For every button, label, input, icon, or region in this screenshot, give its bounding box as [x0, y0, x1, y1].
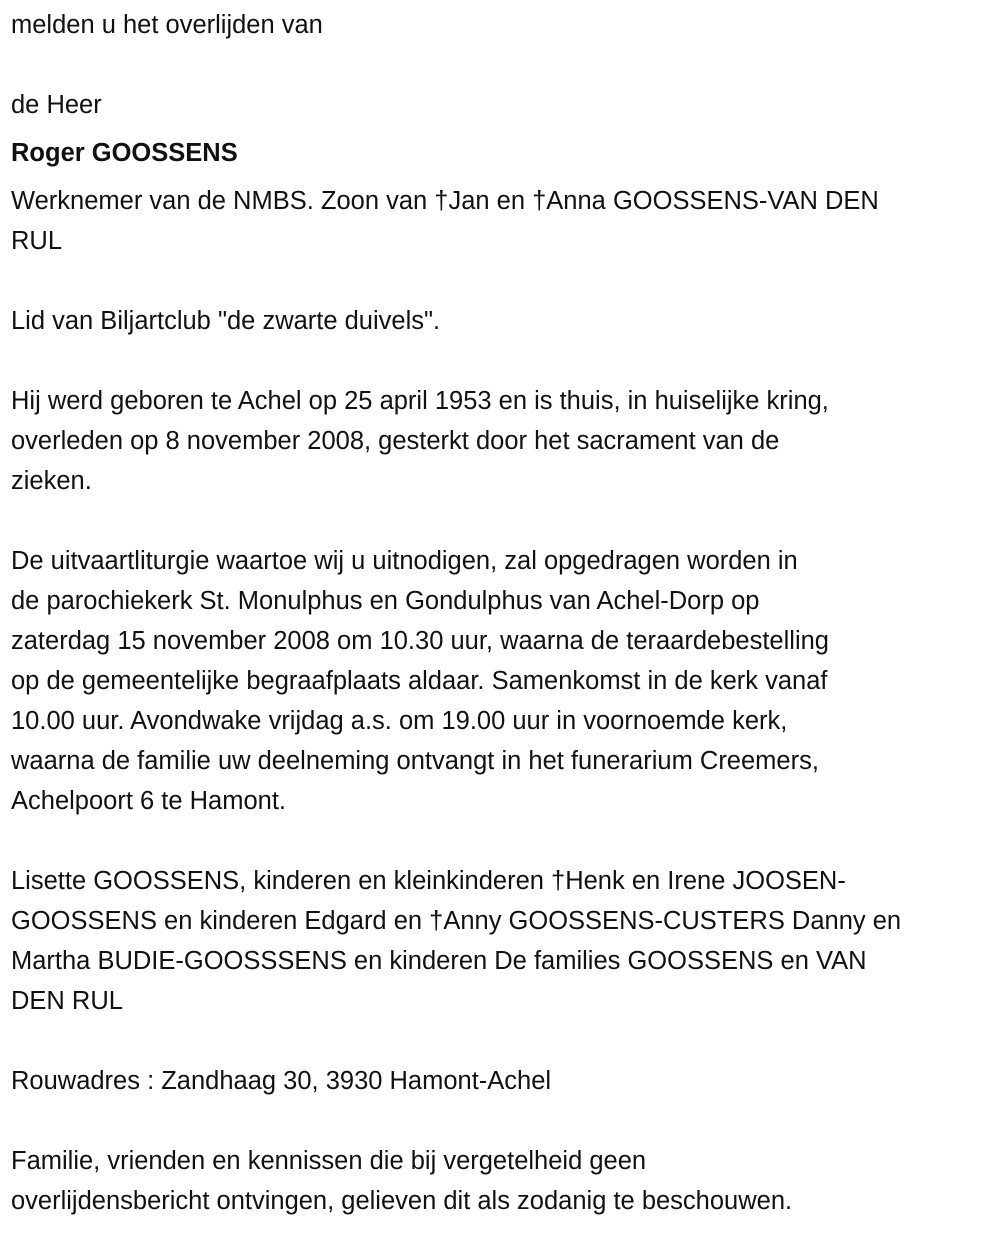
- paragraph-line: Martha BUDIE-GOOSSSENS en kinderen De families GOOSSENS en VAN: [11, 947, 867, 975]
- spacer: [11, 45, 901, 85]
- paragraph-line: Hij werd geboren te Achel op 25 april 1953 en is thuis, in huiselijke kring,: [11, 387, 829, 415]
- paragraph-line: GOOSSENS en kinderen Edgard en †Anny GOOSSENS-CUSTERS Danny en: [11, 907, 902, 935]
- paragraph-line: De uitvaartliturgie waartoe wij u uitnodigen, zal opgedragen worden in: [11, 547, 798, 575]
- paragraph: [11, 1141, 901, 1221]
- paragraph: [11, 541, 901, 821]
- spacer: [11, 341, 901, 381]
- paragraph-line: zaterdag 15 november 2008 om 10.30 uur, waarna de teraardebestelling: [11, 627, 829, 655]
- paragraph-line: op de gemeentelijke begraafplaats aldaar. Samenkomst in de kerk vanaf: [11, 667, 828, 695]
- obituary-document: [11, 5, 901, 1221]
- paragraphs: [11, 181, 901, 1221]
- paragraph-line: DEN RUL: [11, 987, 123, 1015]
- spacer: [11, 261, 901, 301]
- paragraph: [11, 381, 901, 501]
- paragraph-line: de parochiekerk St. Monulphus en Gondulphus van Achel-Dorp op: [11, 587, 760, 615]
- spacer: [11, 1021, 901, 1061]
- paragraph-line: overlijdensbericht ontvingen, gelieven dit als zodanig te beschouwen.: [11, 1187, 793, 1215]
- paragraph-line: Achelpoort 6 te Hamont.: [11, 787, 286, 815]
- paragraph-line: waarna de familie uw deelneming ontvangt in het funerarium Creemers,: [11, 747, 819, 775]
- paragraph: [11, 301, 901, 341]
- spacer: [11, 501, 901, 541]
- deceased-name: Roger GOOSSENS: [11, 139, 238, 167]
- paragraph: [11, 1061, 901, 1101]
- paragraph-line: Rouwadres : Zandhaag 30, 3930 Hamont-Achel: [11, 1067, 552, 1095]
- paragraph: [11, 181, 901, 261]
- intro-text: melden u het overlijden van: [11, 11, 323, 39]
- paragraph-line: Werknemer van de NMBS. Zoon van †Jan en †Anna GOOSSENS-VAN DEN: [11, 187, 879, 215]
- paragraph-line: overleden op 8 november 2008, gesterkt door het sacrament van de: [11, 427, 780, 455]
- spacer: [11, 1101, 901, 1141]
- paragraph-line: zieken.: [11, 467, 92, 495]
- honorific: de Heer: [11, 91, 102, 119]
- spacer: [11, 821, 901, 861]
- paragraph: [11, 861, 901, 1021]
- paragraph-line: Familie, vrienden en kennissen die bij vergetelheid geen: [11, 1147, 647, 1175]
- paragraph-line: Lisette GOOSSENS, kinderen en kleinkinderen †Henk en Irene JOOSEN-: [11, 867, 846, 895]
- paragraph-line: 10.00 uur. Avondwake vrijdag a.s. om 19.00 uur in voornoemde kerk,: [11, 707, 788, 735]
- paragraph-line: Lid van Biljartclub "de zwarte duivels".: [11, 307, 441, 335]
- paragraph-line: RUL: [11, 227, 63, 255]
